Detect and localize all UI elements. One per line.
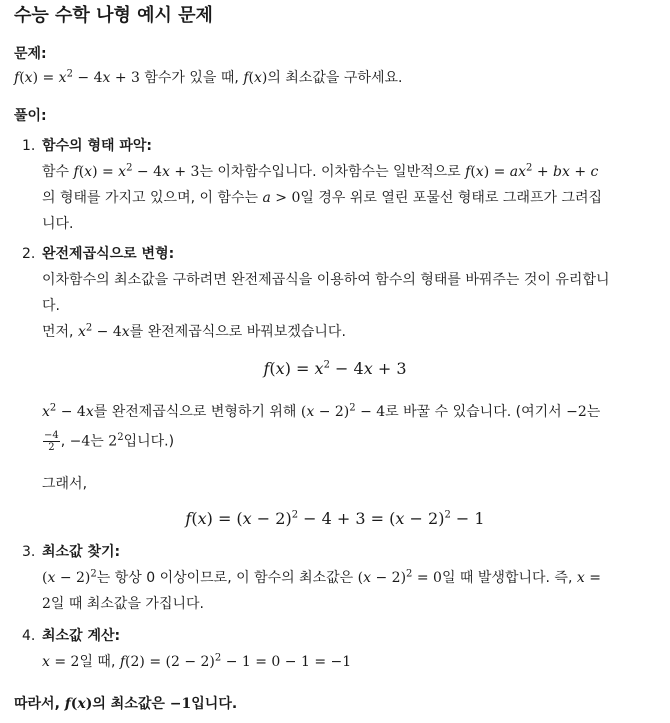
display-equation-1: $f(x) = x^2 - 4x + 3$	[263, 359, 407, 378]
step3-number: 3.	[22, 544, 36, 560]
step2-line5: $\frac{-4}{2}$ , −4는 $2^2$입니다.)	[44, 430, 175, 453]
step1-line2: 의 형태를 가지고 있으며, 이 함수는 a > 0일 경우 위로 열린 포물선 형태로 그래프가 그려집	[42, 190, 603, 206]
conclusion: 따라서, f(x)의 최소값은 −1입니다.	[14, 696, 238, 712]
step3-line1: $(x - 2)^2$는 항상 0 이상이므로, 이 함수의 최소값은 $(x - 2)^2 = 0$일 때 발생합니다. 즉, x =	[42, 568, 601, 586]
step2-line2: 다.	[42, 298, 60, 314]
step2-line3: 먼저, $x^2 - 4x$를 완전제곱식으로 바꿔보겠습니다.	[42, 322, 346, 340]
step1-line1: 함수 $f(x) = x^2 - 4x + 3$는 이차함수입니다. 이차함수는 일반적으로 $f(x) = ax^2$ + bx + c	[42, 162, 599, 180]
problem-statement: $f(x) = x^2 - 4x + 3$ 함수가 있을 때, f(x)의 최소값을 구하세요.	[14, 68, 403, 86]
step3-heading: 최소값 찾기:	[42, 544, 121, 560]
step1-number: 1.	[22, 138, 36, 154]
problem-heading: 문제:	[14, 46, 47, 62]
display-equation-2: $f(x) = (x - 2)^2 - 4 + 3 = (x - 2)^2 - 1$	[185, 509, 485, 528]
step4-number: 4.	[22, 628, 36, 644]
step4-heading: 최소값 계산:	[42, 628, 121, 644]
step4-line1: x = 2일 때, $f(2) = (2 - 2)^2 - 1 = 0 - 1 = -1$	[42, 652, 352, 670]
step2-line6: 그래서,	[42, 476, 88, 492]
page-title: 수능 수학 나형 예시 문제	[14, 5, 213, 26]
step2-line4: $x^2 - 4x$를 완전제곱식으로 변형하기 위해 $(x - 2)^2 - 4$로 바꿀 수 있습니다. (여기서 −2는	[42, 402, 601, 420]
solution-heading: 풀이:	[14, 108, 47, 124]
step1-line3: 니다.	[42, 216, 74, 232]
step3-line2: 2일 때 최소값을 가집니다.	[42, 596, 204, 612]
step1-heading: 함수의 형태 파악:	[42, 138, 153, 154]
step2-number: 2.	[22, 246, 36, 262]
step2-line1: 이차함수의 최소값을 구하려면 완전제곱식을 이용하여 함수의 형태를 바꿔주는 것이 유리합니	[42, 272, 610, 288]
step2-heading: 완전제곱식으로 변형:	[42, 246, 175, 262]
